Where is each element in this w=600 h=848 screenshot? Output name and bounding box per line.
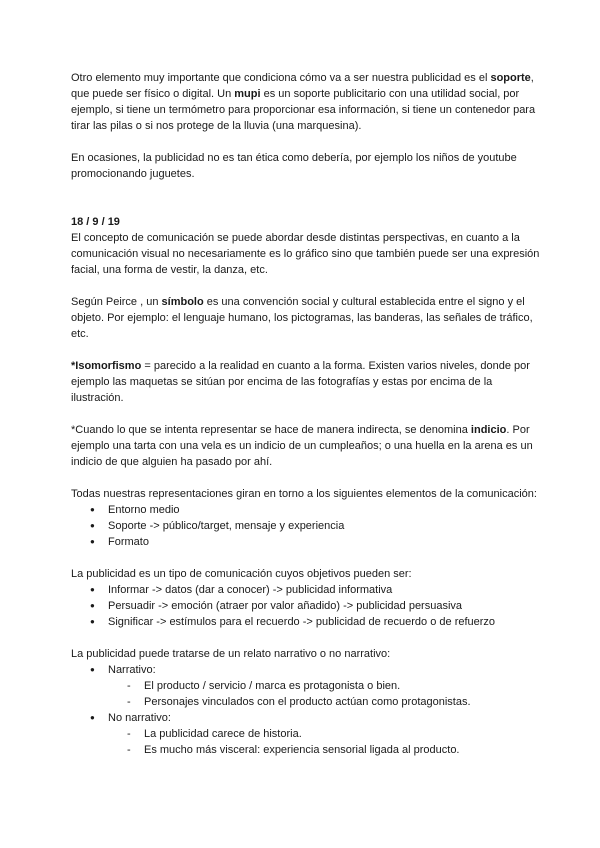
list-item: ● Significar -> estímulos para el recuerdo -> publicidad de recuerdo o de refuerzo xyxy=(71,614,542,630)
list-relato xyxy=(71,662,542,758)
list-item: ● Soporte -> público/target, mensaje y experiencia xyxy=(71,518,542,534)
sub-list-item: - La publicidad carece de historia. xyxy=(71,726,542,742)
bold-term-simbolo: símbolo xyxy=(161,296,204,308)
paragraph-simbolo xyxy=(71,294,542,342)
text-span: Otro elemento muy importante que condiciona cómo va a ser nuestra publicidad es el xyxy=(71,72,491,84)
bold-term-isomorfismo: *Isomorfismo xyxy=(71,360,142,372)
list-item: ● Persuadir -> emoción (atraer por valor añadido) -> publicidad persuasiva xyxy=(71,598,542,614)
text-span: . Por ejemplo una tarta con una vela es un indicio de un cumpleaños; o una huella en la arena es un indicio de que alguien ha pasado por ahí. xyxy=(71,424,533,468)
list-item: ● Formato xyxy=(71,534,542,550)
bold-term-indicio: indicio xyxy=(470,424,507,436)
sub-list-item: - El producto / servicio / marca es protagonista o bien. xyxy=(71,678,542,694)
text-span: Según Peirce , un xyxy=(71,296,162,308)
list-elementos xyxy=(71,502,542,550)
list-item-no-narrativo: ● No narrativo: xyxy=(71,710,542,726)
paragraph-etica: En ocasiones, la publicidad no es tan ética como debería, por ejemplo los niños de youtube promocionando juguetes. xyxy=(71,152,517,180)
bold-term-soporte: soporte xyxy=(490,72,531,84)
list-item-narrativo: ● Narrativo: xyxy=(71,662,542,678)
text-span: es un soporte publicitario con una utilidad social, por ejemplo, si tiene un termómetro para proporcionar esa información, si tiene un contenedor para tirar las pilas o si nos protege de la lluvia (una marquesina). xyxy=(71,88,536,132)
list-intro-objetivos: La publicidad es un tipo de comunicación cuyos objetivos pueden ser: xyxy=(71,568,412,580)
paragraph-soporte xyxy=(71,70,542,134)
paragraph-comunicacion: El concepto de comunicación se puede abordar desde distintas perspectivas, en cuanto a la comunicación visual no necesariamente es lo gráfico sino que también puede ser una expresión facial, una forma de vestir, la danza, etc. xyxy=(71,232,540,276)
text-span: es una convención social y cultural establecida entre el signo y el objeto. Por ejemplo: el lenguaje humano, los pictogramas, las banderas, las señales de tráfico, etc. xyxy=(71,296,533,340)
list-item: ● Entorno medio xyxy=(71,502,542,518)
text-span: = parecido a la realidad en cuanto a la forma. Existen varios niveles, donde por ejemplo las maquetas se sitúan por encima de las fotografías y estas por encima de la ilustración. xyxy=(71,360,530,404)
text-span: *Cuando lo que se intenta representar se hace de manera indirecta, se denomina xyxy=(71,424,471,436)
date-heading: 18 / 9 / 19 xyxy=(71,216,120,228)
sub-list-item: - Personajes vinculados con el producto actúan como protagonistas. xyxy=(71,694,542,710)
list-item: ● Informar -> datos (dar a conocer) -> publicidad informativa xyxy=(71,582,542,598)
list-objetivos xyxy=(71,582,542,630)
paragraph-isomorfismo xyxy=(71,358,542,406)
list-intro-elementos: Todas nuestras representaciones giran en torno a los siguientes elementos de la comunicación: xyxy=(71,488,537,500)
text-span: , que puede ser físico o digital. Un xyxy=(71,72,534,100)
bold-term-mupi: mupi xyxy=(234,88,261,100)
list-intro-relato: La publicidad puede tratarse de un relato narrativo o no narrativo: xyxy=(71,648,391,660)
sub-list-item: - Es mucho más visceral: experiencia sensorial ligada al producto. xyxy=(71,742,542,758)
paragraph-indicio xyxy=(71,422,542,470)
